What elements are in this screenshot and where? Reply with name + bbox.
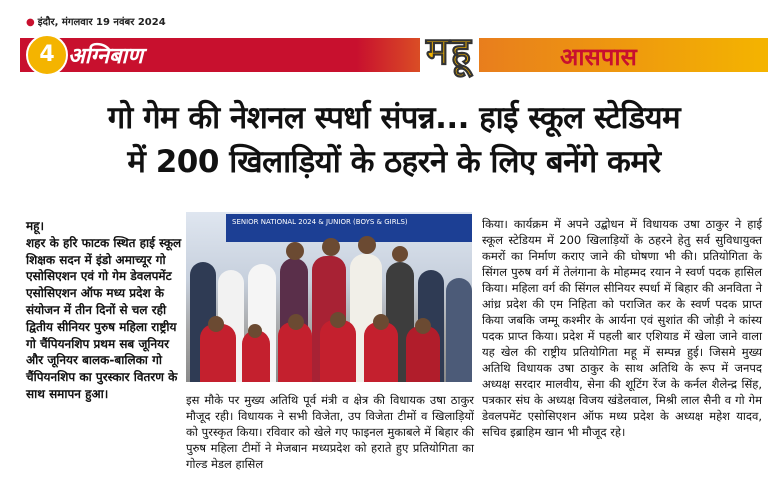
section-subtitle: आसपास [560,42,637,71]
newspaper-logo: अग्निबाण [68,43,144,69]
photo-child [200,324,236,382]
photo-person [446,278,472,382]
photo-child [364,322,398,382]
photo-backdrop-banner [226,214,472,242]
headline-line-1: गो गेम की नेशनल स्पर्धा संपन्न... हाई स्कूल स्टेडियम [107,100,681,136]
section-title: महू [420,24,479,76]
photo-banner-text: SENIOR NATIONAL 2024 & JUNIOR (BOYS & GIRLS) [232,218,408,226]
article-intro: शहर के हरि फाटक स्थित हाई स्कूल शिक्षक सदन में इंडो अमाच्यूर गो एसोसिएशन एवं गो गेम डेवलपमेंट एसोसिएशन ऑफ मध्य प्रदेश के संयोजन में तीन दिनों से चल रही द्वितीय सीनियर पुरुष महिला राष्ट्रीय गो चैंपियनशिप प्रथम सब जूनियर और जूनियर बालक-बालिका गो चैंपियनशिप का पुरस्कार वितरण के साथ समापन हुआ। [26,235,182,401]
article-middle-column [186,392,474,472]
photo-child [278,322,312,382]
photo-head [288,314,304,330]
photo-head [358,236,376,254]
photo-head [373,314,389,330]
photo-child [406,326,440,382]
article-right-text: किया। कार्यक्रम में अपने उद्बोधन में विधायक उषा ठाकुर ने हाई स्कूल स्टेडियम में 200 खिलाड़ियों के ठहरने हेतु सर्व सुविधायुक्त कमरों का निर्माण कराए जाने की घोषणा भी की। प्रतियोगिता के सिंगल पुरुष वर्ग में तेलंगाना के मोहम्मद रयान ने स्वर्ण पदक हासिल किया। महिला वर्ग की सिंगल सीनियर स्पर्धा में बिहार की अनविता ने आंध्र प्रदेश की एम निहिता को पराजित कर के स्वर्ण पदक प्राप्त किया जबकि जम्मू कश्मीर के आर्यना एवं सुशांत की जोड़ी ने कांस्य पदक प्राप्त किया। प्रदेश में पहली बार एशियाड में खेला जाने वाला यह खेल की राष्ट्रीय प्रतियोगिता महू में सम्पन्न हुई। जिसमे मुख्य अतिथि विधायक उषा ठाकुर के साथ अतिथि के रूप में जनपद अध्यक्ष सरदार मालवीय, सेना की शूटिंग रेंज के कर्नल शैलेन्द्र सिंह, पत्रकार संघ के अध्यक्ष विजय खंडेलवाल, मिश्री लाल सैनी व गो गेम डेवलपमेंट एसोसिएशन ऑफ मध्य प्रदेश के अध्यक्ष महेश यादव, सचिव इब्राहिम खान भी मौजूद रहे। [482,217,762,439]
dateline-text: इंदौर, मंगलवार 19 नवंबर 2024 [37,17,166,28]
photo-head [286,242,304,260]
photo-head [392,246,408,262]
page-number: 4 [26,34,68,76]
photo-head [330,312,346,328]
article-left-column [26,218,182,403]
dateline [26,14,166,28]
news-photo [186,212,472,382]
dateline-city: महू। [26,219,45,233]
headline [20,96,768,184]
bullet-icon: ● [26,17,35,28]
photo-child [320,320,356,382]
photo-head [322,238,340,256]
article-middle-text: इस मौके पर मुख्य अतिथि पूर्व मंत्री व क्षेत्र की विधायक उषा ठाकुर मौजूद रही। विधायक ने सभी विजेता, उप विजेता टीमों व खिलाड़ियों को पुरस्कृत किया। रविवार को खेले गए फाइनल मुकाबले में बिहार की पुरुष महिला टीमों ने मेजबान मध्यप्रदेश को हराते हुए प्रतियोगिता का गोल्ड मेडल हासिल [186,393,474,471]
photo-head [248,324,262,338]
photo-head [208,316,224,332]
headline-line-2: में 200 खिलाड़ियों के ठहरने के लिए बनेंगे कमरे [127,144,661,180]
article-right-column [482,216,762,440]
page-banner [20,30,768,80]
photo-head [415,318,431,334]
